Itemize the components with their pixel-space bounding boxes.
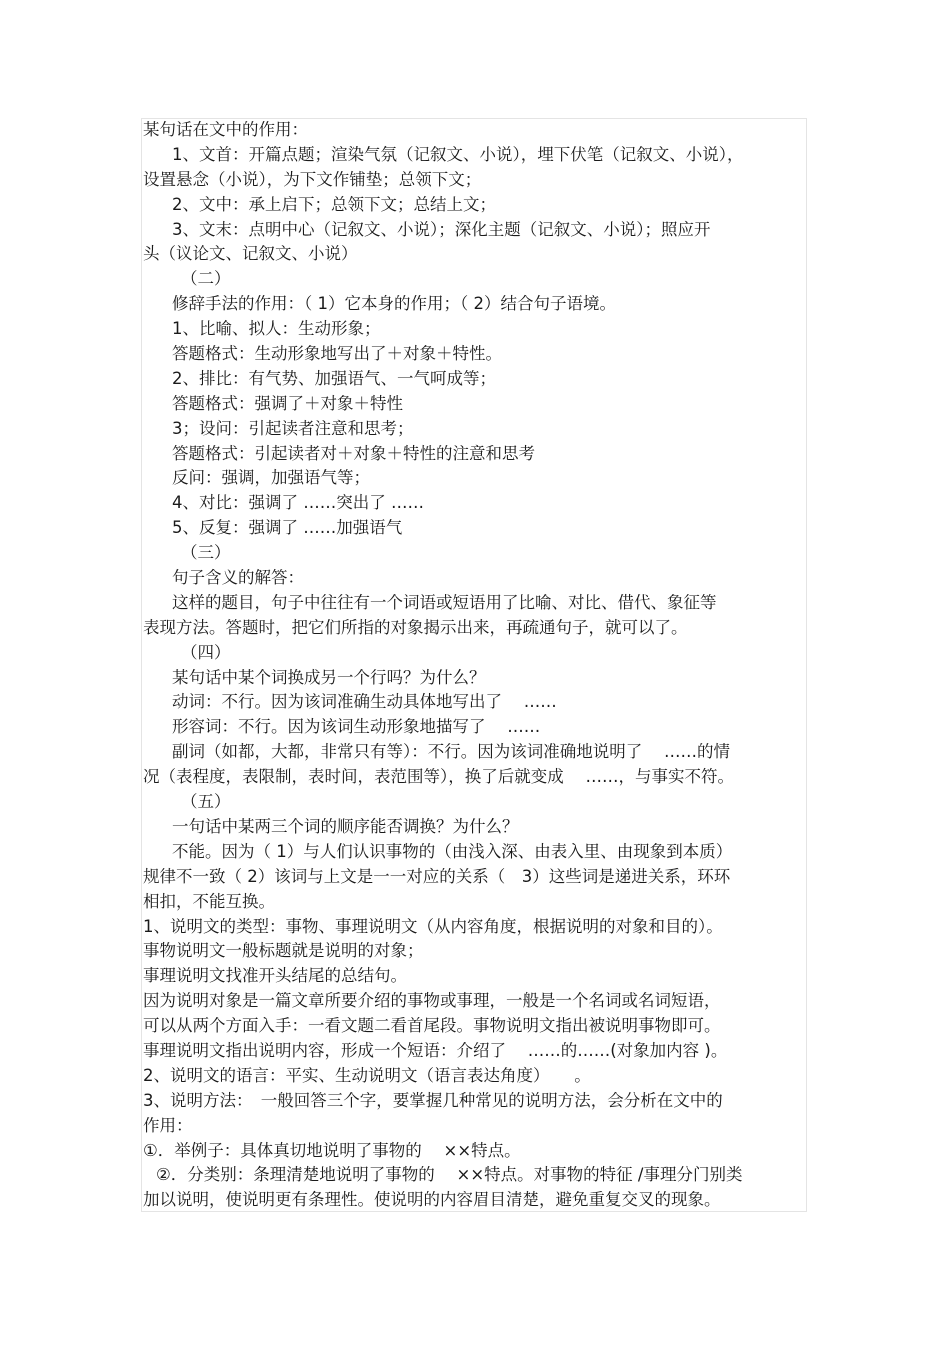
text-line: 动词：不行。因为该词准确生动具体地写出了 …… [172, 692, 557, 712]
text-line: 某句话在文中的作用： [143, 120, 308, 139]
text-line: 况（表程度，表限制，表时间，表范围等），换了后就变成 ……，与事实不符。 [143, 767, 734, 787]
text-line: 修辞手法的作用：（ 1）它本身的作用；（ 2）结合句子语境。 [172, 294, 616, 314]
text-line: 1、比喻、拟人：生动形象； [172, 319, 381, 339]
text-line: 头（议论文、记叙文、小说） [143, 244, 358, 264]
section-heading: （五） [181, 792, 231, 812]
text-line: 答题格式：生动形象地写出了＋对象＋特性。 [172, 344, 502, 364]
text-line: 3、说明方法： 一般回答三个字，要掌握几种常见的说明方法，会分析在文中的 [143, 1090, 723, 1110]
text-line: 1、文首：开篇点题；渲染气氛（记叙文、小说），埋下伏笔（记叙文、小说）， [172, 144, 744, 164]
text-line: 设置悬念（小说），为下文作铺垫；总领下文； [143, 169, 482, 189]
text-line: 规律不一致（ 2）该词与上文是一一对应的关系（ 3）这些词是递进关系，环环 [143, 866, 731, 886]
text-line: 事理说明文找准开头结尾的总结句。 [143, 966, 407, 986]
text-line: 事物说明文一般标题就是说明的对象； [143, 941, 424, 961]
text-line: 3、文末：点明中心（记叙文、小说）；深化主题（记叙文、小说）；照应开 [172, 219, 711, 239]
text-line: 句子含义的解答： [172, 568, 304, 588]
section-heading: （二） [181, 269, 231, 289]
text-line: 2、文中：承上启下；总领下文；总结上文； [172, 194, 496, 214]
text-line: 5、反复：强调了 ……加强语气 [172, 518, 403, 538]
text-line: 2、排比：有气势、加强语气、一气呵成等； [172, 368, 496, 388]
text-line: 相扣，不能互换。 [143, 891, 275, 911]
text-line: 因为说明对象是一篇文章所要介绍的事物或事理，一般是一个名词或名词短语， [143, 991, 721, 1011]
text-line: 答题格式：引起读者对＋对象＋特性的注意和思考 [172, 443, 535, 463]
text-line: 2、说明文的语言：平实、生动说明文（语言表达角度） 。 [143, 1065, 591, 1085]
text-line: 可以从两个方面入手：一看文题二看首尾段。事物说明文指出被说明事物即可。 [143, 1016, 721, 1036]
text-line: 事理说明文指出说明内容，形成一个短语：介绍了 ……的……(对象加内容 )。 [143, 1040, 728, 1060]
section-heading: （四） [181, 642, 231, 662]
text-line: 3；设问：引起读者注意和思考； [172, 418, 414, 438]
section-heading: （三） [181, 543, 231, 563]
text-line: 表现方法。答题时，把它们所指的对象揭示出来，再疏通句子，就可以了。 [143, 617, 688, 637]
document-body [143, 118, 807, 1213]
text-line: 1、说明文的类型：事物、事理说明文（从内容角度，根据说明的对象和目的）。 [143, 916, 723, 936]
text-line: 某句话中某个词换成另一个行吗？为什么？ [172, 667, 486, 687]
text-line: 作用： [143, 1115, 193, 1135]
text-line: 答题格式：强调了＋对象＋特性 [172, 393, 403, 413]
text-line: 加以说明，使说明更有条理性。使说明的内容眉目清楚，避免重复交叉的现象。 [143, 1190, 721, 1210]
text-line: 副词（如都，大都，非常只有等）：不行。因为该词准确地说明了 ……的情 [172, 742, 730, 762]
text-line: ②．分类别：条理清楚地说明了事物的 ××特点。对事物的特征 /事理分门别类 [156, 1165, 743, 1185]
text-line: 反问：强调，加强语气等； [172, 468, 370, 488]
text-line: 这样的题目，句子中往往有一个词语或短语用了比喻、对比、借代、象征等 [172, 592, 717, 612]
text-line: 形容词：不行。因为该词生动形象地描写了 …… [172, 717, 541, 737]
text-line: ①．举例子：具体真切地说明了事物的 ××特点。 [143, 1140, 521, 1160]
text-line: 一句话中某两三个词的顺序能否调换？为什么？ [172, 816, 519, 836]
text-line: 4、对比：强调了 ……突出了 …… [172, 493, 424, 513]
text-line: 不能。因为（ 1）与人们认识事物的（由浅入深、由表入里、由现象到本质） [172, 841, 733, 861]
